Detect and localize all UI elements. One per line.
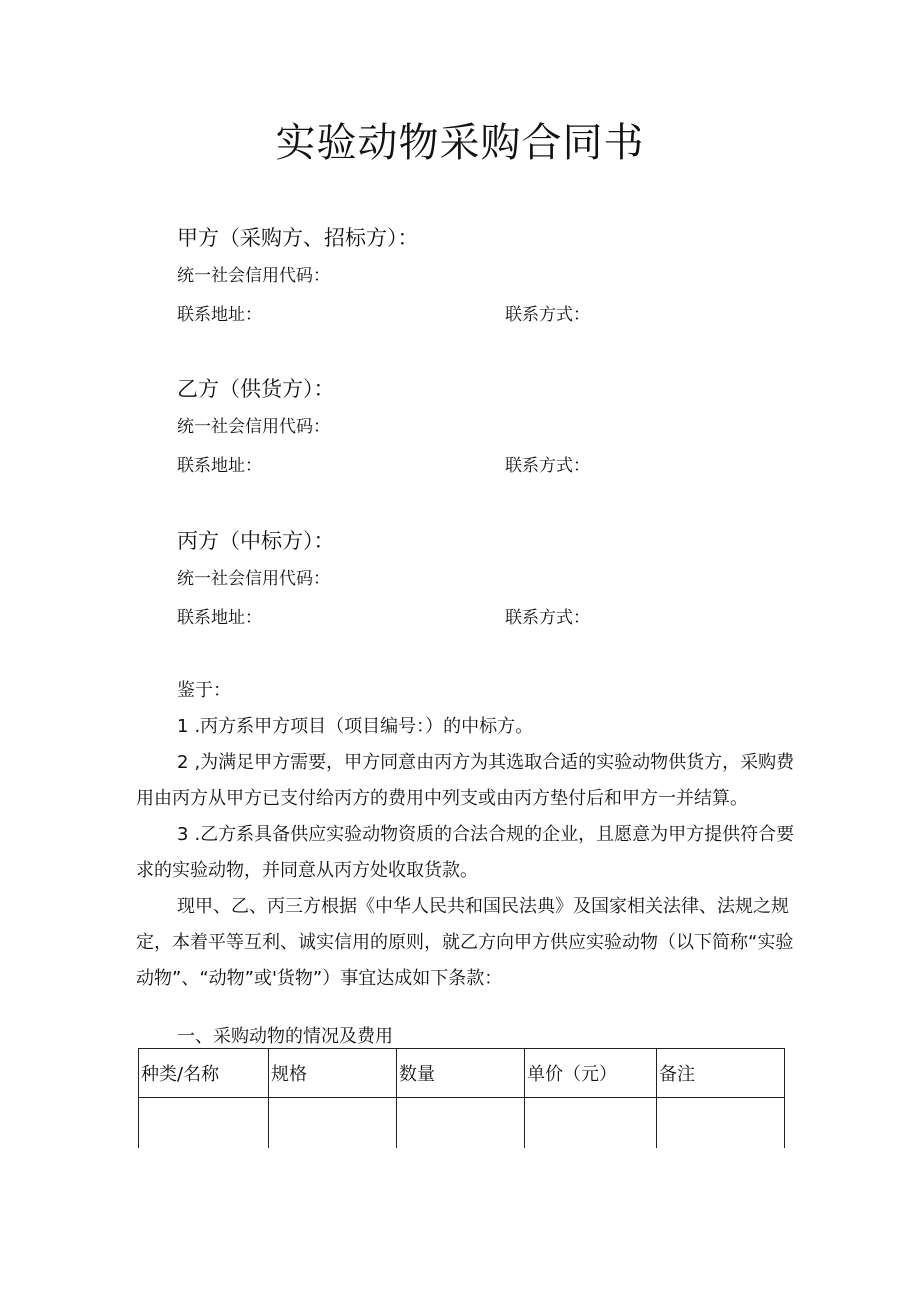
whereas-item (136, 709, 806, 745)
party-a-credit-code-label: 统一社会信用代码： (177, 266, 330, 286)
whereas-item (136, 817, 806, 889)
column-header-type-name: 种类/名称 (139, 1049, 269, 1098)
party-b-contact-label: 联系方式： (505, 456, 590, 476)
party-c-address-label: 联系地址： (177, 608, 262, 628)
party-a-name: 甲方（采购方、招标方）： (177, 226, 419, 250)
section-1-heading: 一、采购动物的情况及费用 (177, 1026, 393, 1047)
column-header-remarks: 备注 (657, 1049, 785, 1098)
whereas-item-number: 3 (177, 824, 189, 845)
column-header-spec: 规格 (269, 1049, 397, 1098)
whereas-item (136, 745, 806, 817)
party-b-credit-code-label: 统一社会信用代码： (177, 417, 330, 437)
party-c-credit-code-label: 统一社会信用代码： (177, 569, 330, 589)
table-cell (397, 1098, 525, 1149)
party-c-name: 丙方（中标方）： (177, 529, 335, 553)
table-header-row (139, 1049, 785, 1098)
party-b-address-label: 联系地址： (177, 456, 262, 476)
table-row (139, 1098, 785, 1149)
party-c-contact-label: 联系方式： (505, 608, 590, 628)
whereas-item-number: 2 (177, 752, 189, 773)
whereas-section (136, 673, 806, 997)
table-cell (269, 1098, 397, 1149)
party-a-address-label: 联系地址： (177, 305, 262, 325)
whereas-item-text: .乙方系具备供应实验动物资质的合法合规的企业，且愿意为甲方提供符合要求的实验动物，并同意从丙方处收取货款。 (136, 824, 795, 881)
whereas-heading: 鉴于： (177, 680, 231, 701)
column-header-quantity: 数量 (397, 1049, 525, 1098)
whereas-item-number: 1 (177, 716, 189, 737)
agreement-paragraph: 现甲、乙、丙三方根据《中华人民共和国民法典》及国家相关法律、法规之规定，本着平等互利、诚实信用的原则，就乙方向甲方供应实验动物（以下简称“实验动物”、“动物”或'货物”）事宜达成如下条款： (136, 896, 794, 989)
whereas-item-text: ,为满足甲方需要，甲方同意由丙方为其选取合适的实验动物供货方，采购费用由丙方从甲方已支付给丙方的费用中列支或由丙方垫付后和甲方一并结算。 (136, 752, 795, 809)
document-title: 实验动物采购合同书 (275, 120, 645, 166)
column-header-unit-price: 单价（元） (525, 1049, 657, 1098)
whereas-item-text: .丙方系甲方项目（项目编号：）的中标方。 (194, 716, 534, 737)
table-cell (525, 1098, 657, 1149)
table-cell (657, 1098, 785, 1149)
party-a-contact-label: 联系方式： (505, 305, 590, 325)
party-b-name: 乙方（供货方）： (177, 377, 335, 401)
table-cell (139, 1098, 269, 1149)
goods-table (138, 1048, 785, 1148)
